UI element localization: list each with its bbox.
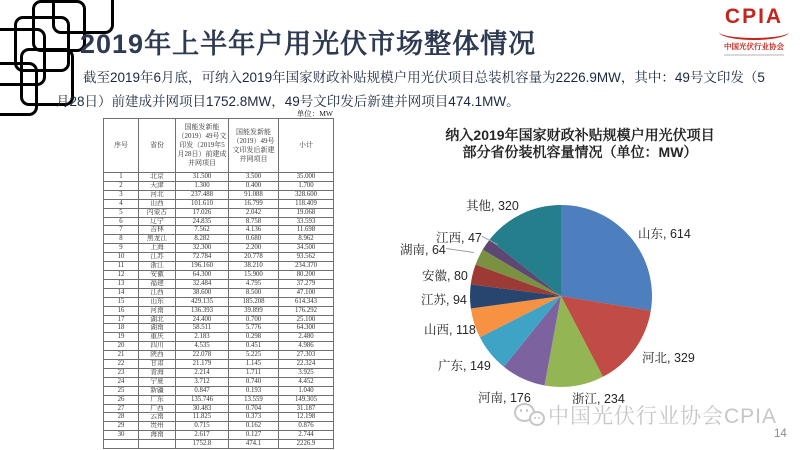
table-cell: 福建 [139, 279, 176, 288]
pie-label: 山西, 118 [424, 323, 476, 337]
table-cell: 0.680 [229, 235, 279, 244]
intro-paragraph: 截至2019年6月底，可纳入2019年国家财政补贴规模户用光伏项目总装机容量为2226.9MW，其中：49号文印发（5月28日）前建成并网项目1752.8MW，49号文印发后新建并网项目474.1MW。 [56, 70, 765, 109]
table-cell: 19 [104, 333, 139, 342]
table-cell: 328.600 [279, 190, 334, 199]
table-cell: 34.500 [279, 244, 334, 253]
cpia-logo [712, 6, 796, 56]
table-cell: 2.480 [279, 333, 334, 342]
table-cell: 18 [104, 324, 139, 333]
table-cell: 0.876 [279, 422, 334, 431]
table-cell: 80.200 [279, 270, 334, 279]
wechat-icon [514, 401, 548, 429]
table-cell: 0.193 [229, 386, 279, 395]
table-cell: 176.292 [279, 306, 334, 315]
table-cell: 33.593 [279, 217, 334, 226]
table-cell: 35.000 [279, 173, 334, 182]
pie-chart [466, 201, 656, 391]
table-cell: 17 [104, 315, 139, 324]
table-row [104, 404, 334, 413]
table-cell: 91.088 [229, 190, 279, 199]
table-cell: 474.1 [229, 440, 279, 449]
table-cell: 1.300 [176, 181, 229, 190]
table-column-header: 国能发新能（2019）49号文印发（2019年5月28日）前建成并网项目 [176, 119, 229, 173]
table-cell: 4.452 [279, 377, 334, 386]
table-cell: 河北 [139, 190, 176, 199]
chart-title [410, 127, 750, 161]
table-cell: 29 [104, 422, 139, 431]
table-cell: 12 [104, 270, 139, 279]
table-row [104, 235, 334, 244]
table-cell: 8.962 [279, 235, 334, 244]
table-cell: 27.303 [279, 351, 334, 360]
table-column-header: 国能发新能（2019）49号文印发后新建并网项目 [229, 119, 279, 173]
table-cell: 28 [104, 413, 139, 422]
table-cell: 0.704 [229, 404, 279, 413]
table-cell: 31.500 [176, 173, 229, 182]
table-row [104, 262, 334, 271]
table-row [104, 413, 334, 422]
table-cell: 24.835 [176, 217, 229, 226]
table-cell: 13 [104, 279, 139, 288]
table-cell: 0.451 [229, 342, 279, 351]
table-cell: 黑龙江 [139, 235, 176, 244]
table-cell: 0.400 [229, 181, 279, 190]
table-cell: 64.300 [176, 270, 229, 279]
table-total-row [104, 440, 334, 449]
table-cell: 北京 [139, 173, 176, 182]
table-row [104, 297, 334, 306]
table-cell: 23 [104, 368, 139, 377]
table-cell: 16.799 [229, 199, 279, 208]
table-cell: 4.986 [279, 342, 334, 351]
table-row [104, 270, 334, 279]
table-row [104, 253, 334, 262]
table-cell: 31.187 [279, 404, 334, 413]
table-cell: 11.698 [279, 226, 334, 235]
table-cell: 8.758 [229, 217, 279, 226]
table-cell: 0.373 [229, 413, 279, 422]
table-cell: 0.162 [229, 422, 279, 431]
table-cell: 2 [104, 181, 139, 190]
table-cell: 1752.8 [176, 440, 229, 449]
table-row [104, 208, 334, 217]
table-cell: 1.711 [229, 368, 279, 377]
table-row [104, 395, 334, 404]
table-cell: 8.282 [176, 235, 229, 244]
table-cell: 32.484 [176, 279, 229, 288]
table-cell: 234.370 [279, 262, 334, 271]
table-row [104, 351, 334, 360]
table-cell: 429.135 [176, 297, 229, 306]
table-cell: 新疆 [139, 386, 176, 395]
table-row [104, 377, 334, 386]
table-cell: 0.298 [229, 333, 279, 342]
table-cell: 0.847 [176, 386, 229, 395]
table-cell: 38.600 [176, 288, 229, 297]
table-cell: 宁夏 [139, 377, 176, 386]
table-cell: 内蒙古 [139, 208, 176, 217]
table-cell: 38.210 [229, 262, 279, 271]
table-cell: 山西 [139, 199, 176, 208]
table-cell: 3 [104, 190, 139, 199]
pie-label: 江苏, 94 [421, 293, 467, 307]
watermark [514, 400, 777, 430]
table-cell: 1.700 [279, 181, 334, 190]
cpia-logo-fineprint [724, 54, 784, 56]
table-row [104, 324, 334, 333]
table-cell: 17.026 [176, 208, 229, 217]
table-cell: 0.127 [229, 431, 279, 440]
table-row [104, 306, 334, 315]
table-cell: 5.225 [229, 351, 279, 360]
pie-label: 江西, 47 [436, 231, 482, 245]
table-cell: 135.746 [176, 395, 229, 404]
table-unit-label: 单位：MW [296, 109, 333, 118]
table-cell: 21 [104, 351, 139, 360]
deco-square [0, 62, 38, 116]
pie-label: 安徽, 80 [422, 269, 468, 283]
table-cell: 24 [104, 377, 139, 386]
table-cell: 4.136 [229, 226, 279, 235]
table-cell: 2.617 [176, 431, 229, 440]
table-cell: 山东 [139, 297, 176, 306]
table-cell: 37.279 [279, 279, 334, 288]
table-cell: 云南 [139, 413, 176, 422]
pie-label: 河南, 176 [478, 391, 531, 405]
table-cell [104, 440, 139, 449]
table-cell: 22.324 [279, 360, 334, 369]
table-cell: 136.393 [176, 306, 229, 315]
page-number: 14 [774, 428, 787, 440]
table-cell: 21.179 [176, 360, 229, 369]
table-cell: 2.200 [229, 244, 279, 253]
cpia-logo-org-name: 中国光伏行业协会 [724, 42, 784, 51]
table-cell: 32.300 [176, 244, 229, 253]
table-cell: 1 [104, 173, 139, 182]
table-cell: 25 [104, 386, 139, 395]
table-cell: 614.343 [279, 297, 334, 306]
table-cell: 27 [104, 404, 139, 413]
table-cell: 24.400 [176, 315, 229, 324]
table-cell: 5.776 [229, 324, 279, 333]
table-cell: 118.409 [279, 199, 334, 208]
pie-label: 湖南, 64 [400, 243, 446, 257]
table-cell: 4.535 [176, 342, 229, 351]
table-body [104, 173, 334, 449]
table-cell: 19.068 [279, 208, 334, 217]
table-row [104, 386, 334, 395]
table-cell: 11 [104, 262, 139, 271]
table-row [104, 190, 334, 199]
table-cell: 辽宁 [139, 217, 176, 226]
table-cell: 0.715 [176, 422, 229, 431]
table-cell: 10 [104, 253, 139, 262]
table-cell: 浙江 [139, 262, 176, 271]
table-row [104, 279, 334, 288]
table-row [104, 181, 334, 190]
chart-title-line2: 部分省份装机容量情况（单位：MW） [462, 144, 698, 160]
table-row [104, 173, 334, 182]
table-cell: 广西 [139, 404, 176, 413]
table-cell: 15 [104, 297, 139, 306]
province-table [103, 118, 334, 449]
table-cell: 25.100 [279, 315, 334, 324]
table-row [104, 431, 334, 440]
table-cell: 3.925 [279, 368, 334, 377]
table-cell: 149.305 [279, 395, 334, 404]
table-cell: 2.042 [229, 208, 279, 217]
cpia-logo-acronym: CPIA [724, 5, 784, 28]
table-cell: 1.145 [229, 360, 279, 369]
table-cell: 39.899 [229, 306, 279, 315]
table-cell: 15.900 [229, 270, 279, 279]
chart-title-line1: 纳入2019年国家财政补贴规模户用光伏项目 [445, 127, 715, 143]
table-cell: 甘肃 [139, 360, 176, 369]
table-cell: 64.300 [279, 324, 334, 333]
page-title: 2019年上半年户用光伏市场整体情况 [80, 29, 537, 59]
table-cell: 四川 [139, 342, 176, 351]
pie-label: 河北, 329 [642, 351, 695, 365]
table-cell: 4 [104, 199, 139, 208]
table-cell: 江苏 [139, 253, 176, 262]
table-row [104, 422, 334, 431]
table-row [104, 288, 334, 297]
table-cell: 广东 [139, 395, 176, 404]
table-row [104, 333, 334, 342]
table-cell: 青海 [139, 368, 176, 377]
table-cell: 12.198 [279, 413, 334, 422]
pie-slice-0 [561, 205, 652, 311]
table-cell: 196.160 [176, 262, 229, 271]
table-header-row [104, 119, 334, 173]
table-cell: 30 [104, 431, 139, 440]
table-cell: 6 [104, 217, 139, 226]
pie-label: 山东, 614 [638, 227, 691, 241]
table-cell: 16 [104, 306, 139, 315]
table-cell: 吉林 [139, 226, 176, 235]
table-cell: 3.712 [176, 377, 229, 386]
table-row [104, 226, 334, 235]
table-cell: 0.700 [229, 315, 279, 324]
table-cell: 7.562 [176, 226, 229, 235]
table-cell: 20 [104, 342, 139, 351]
table-row [104, 217, 334, 226]
table-cell: 20.778 [229, 253, 279, 262]
pie-label: 浙江, 234 [572, 392, 625, 406]
table-cell: 3.500 [229, 173, 279, 182]
table-cell: 0.740 [229, 377, 279, 386]
table-cell: 101.610 [176, 199, 229, 208]
table-cell: 5 [104, 208, 139, 217]
table-row [104, 315, 334, 324]
table-cell: 海南 [139, 431, 176, 440]
table-cell: 4.795 [229, 279, 279, 288]
table-cell: 2.744 [279, 431, 334, 440]
table-row [104, 360, 334, 369]
table-cell: 陕西 [139, 351, 176, 360]
pie-label: 其他, 320 [466, 199, 519, 213]
table-row [104, 368, 334, 377]
table-cell: 11.825 [176, 413, 229, 422]
table-row [104, 244, 334, 253]
table-cell: 天津 [139, 181, 176, 190]
table-cell: 2.183 [176, 333, 229, 342]
wechat-bubble-small [529, 411, 545, 426]
table-cell: 7 [104, 226, 139, 235]
table-cell [139, 440, 176, 449]
table-cell: 30.483 [176, 404, 229, 413]
table-cell: 上海 [139, 244, 176, 253]
table-cell: 22 [104, 360, 139, 369]
table-cell: 26 [104, 395, 139, 404]
table-row [104, 199, 334, 208]
table-cell: 22.078 [176, 351, 229, 360]
table-cell: 1.040 [279, 386, 334, 395]
table-cell: 湖南 [139, 324, 176, 333]
table-cell: 重庆 [139, 333, 176, 342]
table-cell: 8.500 [229, 288, 279, 297]
table-cell: 47.100 [279, 288, 334, 297]
table-cell: 2226.9 [279, 440, 334, 449]
table-cell: 93.562 [279, 253, 334, 262]
table-column-header: 小计 [279, 119, 334, 173]
table-cell: 185.208 [229, 297, 279, 306]
table-cell: 237.488 [176, 190, 229, 199]
table-cell: 江西 [139, 288, 176, 297]
table-row [104, 342, 334, 351]
table-cell: 14 [104, 288, 139, 297]
table-cell: 8 [104, 235, 139, 244]
table-cell: 13.559 [229, 395, 279, 404]
table-cell: 72.784 [176, 253, 229, 262]
table-cell: 贵州 [139, 422, 176, 431]
table-cell: 9 [104, 244, 139, 253]
table-column-header: 省份 [139, 119, 176, 173]
table-column-header: 序号 [104, 119, 139, 173]
table-cell: 2.214 [176, 368, 229, 377]
table-cell: 湖北 [139, 315, 176, 324]
table-cell: 58.511 [176, 324, 229, 333]
table-cell: 河南 [139, 306, 176, 315]
table-cell: 安徽 [139, 270, 176, 279]
pie-label: 广东, 149 [438, 359, 491, 373]
watermark-text: 中国光伏行业协会CPIA [548, 405, 778, 428]
